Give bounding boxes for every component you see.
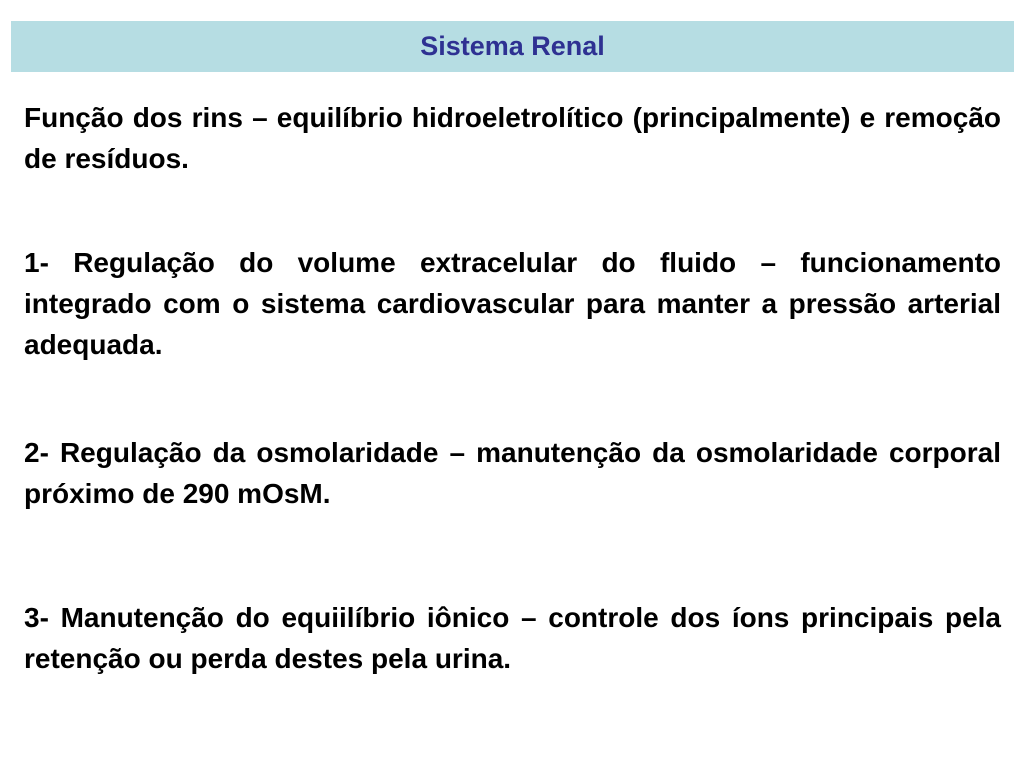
item-3-paragraph: 3- Manutenção do equiilíbrio iônico – controle dos íons principais pela retenção ou perda destes pela urina.: [24, 602, 1001, 674]
slide-title: Sistema Renal: [420, 31, 605, 61]
item-1-paragraph: 1- Regulação do volume extracelular do fluido – funcionamento integrado com o sistema cardiovascular para manter a pressão arterial adequada.: [24, 247, 1001, 360]
item-2-paragraph: 2- Regulação da osmolaridade – manutenção da osmolaridade corporal próximo de 290 mOsM.: [24, 437, 1001, 509]
intro-paragraph: Função dos rins – equilíbrio hidroeletrolítico (principalmente) e remoção de resíduos.: [24, 102, 1001, 174]
title-bar: [11, 21, 1014, 72]
